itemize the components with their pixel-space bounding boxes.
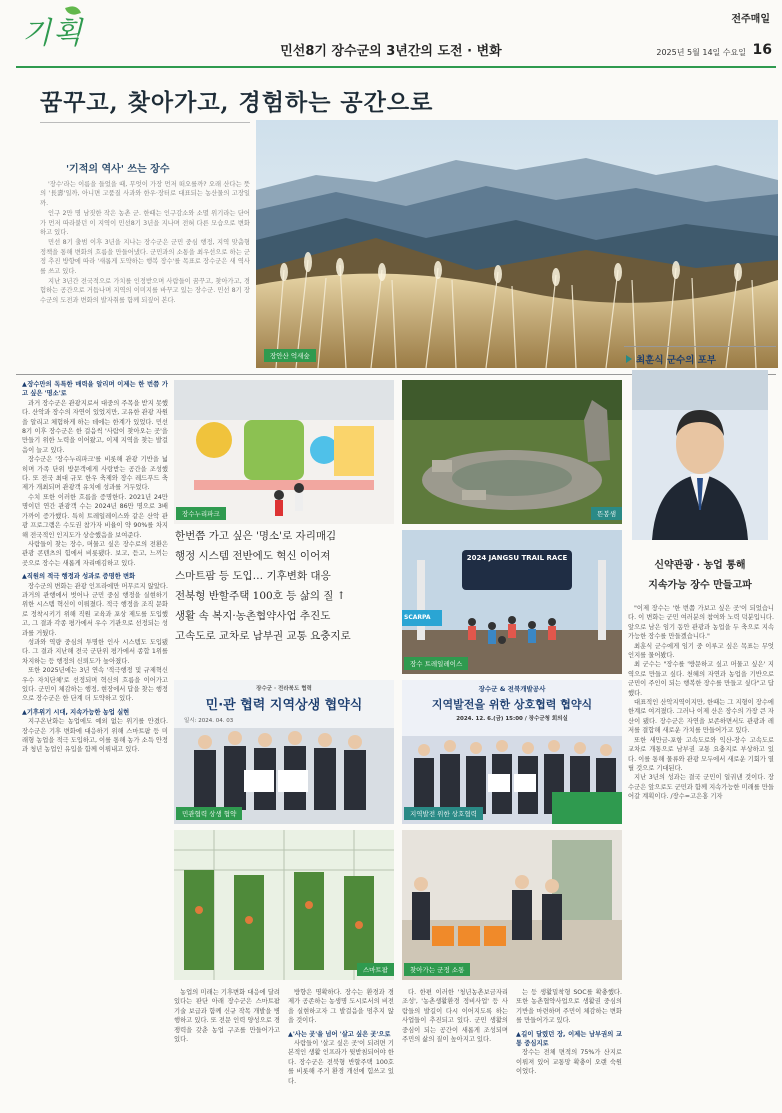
leaf-icon [65, 4, 81, 16]
headline-rule [40, 122, 250, 123]
stone-spring-illustration [402, 380, 622, 524]
article-paragraph: 방향은 명확하다. 장수는 환경과 경제가 공존하는 농생명 도시로서의 비전을 실현하고자 그 발걸음을 멈추지 않을 것이다. [288, 989, 394, 1025]
logo-jangsu: 장수군 [478, 685, 498, 693]
banner-logos: 장수군 & 전북개발공사 [478, 685, 546, 693]
article-paragraph: 또한 새만금-포항 고속도로와 익산-장수 고속도로 교차로 개통으로 남부권 교통 요충지로 부상하고 있다. 이를 통해 물류와 관광 모두에서 새로운 기회가 열릴 것으로 기대된다. [628, 736, 774, 772]
issue-date: 2025년 5월 14일 수요일 [656, 48, 746, 57]
photo-community-talk [402, 830, 622, 980]
meeting-illustration [402, 830, 622, 980]
article-paragraph: 다. 한편 이러한 '청년농촌보금자리 조성', '농촌생활환경 정비사업' 등 사람들의 발길이 다시 이어지도록 하는 사업들이 추진되고 있다. 군민 생활의 중심이 되는 공간이 새롭게 조성되며 주민의 삶의 질이 높아지고 있다. [402, 989, 508, 1044]
photo-kids-park [174, 380, 394, 524]
pull-quote-line: 생활 속 복지·농촌협약사업 추진도 [175, 610, 331, 622]
side-quote-line: 지속가능 장수 만들고파 [648, 580, 752, 591]
article-paragraph: 또한 2025년에는 3년 연속 '적극행정 및 규제혁신 우수 자치단체'로 선정되며 혁신의 흐름을 이어가고 있다. 군민이 체감하는 행정, 현장에서 답을 찾는 행정으로 장수군은 한 단계 더 도약하고 있다. [22, 667, 168, 703]
photo-caption: 지역발전 위한 상호협력 [404, 807, 483, 820]
bottom-column-3 [402, 988, 508, 1106]
article-column-right [628, 604, 774, 1104]
banner-title: 민·관 협력 지역상생 협약식 [205, 698, 363, 713]
intro-paragraph: 지난 3년간 전국적으로 가치를 인정받으며 사람들이 꿈꾸고, 찾아가고, 경험하는 공간으로 거듭나며 지역의 이미지를 바꾸고 있는 장수군. 민선 8기 장수군의 도전과 변화의 발자취를 함께 되짚어 본다. [40, 278, 250, 304]
photo-caption: 민관협력 상생 협약 [176, 807, 242, 820]
side-quote [632, 556, 768, 596]
article-paragraph: 장수군의 변화는 관광 인프라에만 머무르지 않았다. 과거의 관행에서 벗어나 군민 중심 행정을 실현하기 위한 시스템 혁신이 이뤄졌다. 적극 행정을 조직 문화로 정착시키기 위해 직원 교육과 포상 제도를 도입했고, 그 결과 각종 평가에서 우수 기관으로 선정되는 성과를 거뒀다. [22, 582, 168, 637]
section-label: 기획 [22, 16, 84, 51]
article-column-left [22, 380, 168, 1108]
article-paragraph: 사람들이 찾는 장수, 머물고 싶은 장수로의 전환은 관광 콘텐츠의 힘에서 비롯됐다. 보고, 듣고, 느끼는 곳으로 장수는 새롭게 자리매김하고 있다. [22, 540, 168, 567]
bottom-column-4 [516, 988, 622, 1106]
side-quote-line: 신약관광 · 농업 통해 [654, 560, 746, 571]
page-number: 16 [752, 42, 772, 58]
portrait-illustration [632, 370, 768, 540]
article-paragraph: 농업의 미래는 기후변화 대응에 달려있다는 판단 아래 장수군은 스마트팜 기술 보급과 함께 신규 작목 개발을 병행하고 있다. 또 전문 인력 양성으로 경쟁력을 갖춘 농업 구조를 만들어가고 있다. [174, 989, 280, 1044]
side-heading [626, 352, 716, 366]
mountain-landscape-illustration [256, 120, 778, 368]
article-paragraph: 사람들이 '살고 싶은 곳'이 되려면 기본적인 생활 인프라가 뒷받침되어야 한다. 장수군은 전북형 반할주택 100호를 비롯해 주거 환경 개선에 힘쓰고 있다. [288, 1040, 394, 1085]
intro-paragraph: 민선 8기 출범 이후 3년을 지나는 장수군은 군민 중심 행정, 지역 맞춤형 정책을 통해 변화의 흐름을 만들어냈다. 군민과의 소통을 최우선으로 하는 군정 추진 방향에 따라 '새롭게 도약하는 행복 장수'를 목표로 장수군은 새 역사를 쓰고 있다. [40, 239, 250, 275]
page-title: 민선8기 장수군의 3년간의 도전 · 변화 [280, 44, 502, 59]
pull-quote-line: 행정 시스템 전반에도 혁신 이어져 [175, 550, 331, 562]
pull-quote-box [175, 526, 397, 646]
article-paragraph: 장수는 전체 면적의 75%가 산지로 이뤄져 있어 교통망 확충이 오랜 숙원이었다. [516, 1049, 622, 1076]
header-rule [16, 66, 776, 68]
photo-caption: 장수 트레일레이스 [404, 657, 468, 670]
article-paragraph: 는 등 생활밀착형 SOC를 확충했다. 또한 농촌협약사업으로 생활권 중심의 기반을 마련하며 주민이 체감하는 변화를 만들어가고 있다. [516, 989, 622, 1025]
main-photo-silver-grass [256, 120, 778, 368]
photo-caption: 장안산 억새숲 [264, 349, 316, 362]
intro-paragraph: 인구 2만 명 남짓한 작은 농촌 군. 한때는 인구감소와 소멸 위기라는 단어가 먼저 따라붙던 이 지역이 민선8기 3년을 지나며 전혀 다른 모습으로 변화하고 있다. [40, 210, 250, 237]
section-heading: ▲장수만의 독특한 매력을 알리며 이제는 한 번쯤 가고 싶은 '명소'로 [22, 381, 168, 398]
article-paragraph: 최훈식 군수에게 임기 중 이루고 싶은 목표는 무엇인지를 물어봤다. [628, 642, 774, 660]
article-paragraph: 최 군수는 "장수를 '방문하고 싶고 머물고 싶은' 지역으로 만들고 싶다. 천혜의 자연과 농업을 기반으로 군민이 주인이 되는 행복한 장수를 만들고 싶다"고 답했다. [628, 661, 774, 697]
portrait-photo [632, 370, 768, 540]
pull-quote-line: 한번쯤 가고 싶은 '명소'로 자리매김 [175, 530, 337, 542]
side-heading-text: 최훈식 군수의 포부 [636, 355, 717, 366]
article-paragraph: 장수군은 '장수누리파크'를 비롯해 관광 기반을 넓히며 가족 단위 방문객에게 사랑받는 공간을 조성했다. 또 전국 최대 규모 한우 축제와 장수 레드푸드 축제가 개최되며 관광객 유치에 성과를 거두었다. [22, 456, 168, 492]
article-paragraph: "이제 장수는 '한 번쯤 가보고 싶은 곳'이 되었습니다. 이 변화는 군민 여러분의 참여와 노력 덕분입니다. 앞으로 남은 임기 동안 관광과 농업을 두 축으로 지속가능한 장수를 만들겠습니다." [628, 605, 774, 641]
main-headline: 꿈꾸고, 찾아가고, 경험하는 공간으로 [40, 89, 434, 116]
photo-smart-farm [174, 830, 394, 980]
photo-caption: 스마트팜 [357, 963, 394, 976]
side-rule [624, 346, 776, 347]
race-sponsor: SCARPA [404, 614, 431, 621]
banner-small: 장수군 · 전라북도 협력 [256, 686, 312, 692]
photo-caption: 찾아가는 군정 소통 [404, 963, 470, 976]
photo-stone-spring [402, 380, 622, 524]
article-paragraph: 수치 또한 이러한 흐름을 증명한다. 2021년 24만 명이던 연간 관광객 수는 2024년 86만 명으로 3배 가까이 증가했다. 특히 트레일레이스와 같은 산악 관광 프로그램은 수도권 참가자 비율이 약 90%를 차지해 전국적인 인지도가 상승했음을 보여준다. [22, 493, 168, 539]
photo-signing-ceremony-1 [174, 680, 394, 824]
indoor-playground-illustration [174, 380, 394, 524]
photo-signing-ceremony-2 [402, 680, 622, 824]
photo-caption: 장수누리파크 [176, 507, 226, 520]
photo-caption: 뜬봉샘 [591, 507, 622, 520]
pull-quote-line: 전북형 반할주택 100호 등 삶의 질 ↑ [175, 590, 346, 602]
triangle-icon [626, 355, 632, 363]
article-paragraph: 지구온난화는 농업에도 예외 없는 위기를 안겼다. 장수군은 기후 변화에 대응하기 위해 스마트팜 등 미래형 농업을 적극 도입하고, 이를 통해 농가 소득 안정과 청년 농업인 유입을 함께 이뤄내고 있다. [22, 718, 168, 754]
intro-text [40, 180, 250, 306]
article-paragraph: 성과와 역량 중심의 투명한 인사 시스템도 도입됐다. 그 결과 지난해 전국 군단위 평가에서 종합 1위를 차지하는 등 행정의 신뢰도가 높아졌다. [22, 638, 168, 665]
section-heading: ▲길이 달렸던 장, 이제는 남부권의 교통 중심지로 [516, 1030, 622, 1048]
pull-quote-line: 스마트팜 등 도입… 기후변화 대응 [175, 570, 331, 582]
logo-jeonbuk: 전북개발공사 [507, 685, 546, 693]
subheadline: '기적의 역사' 쓰는 장수 [66, 164, 170, 175]
section-heading: ▲직원의 적극 행정과 성과로 증명한 변화 [22, 573, 136, 581]
bottom-column-1 [174, 988, 280, 1106]
bottom-column-2 [288, 988, 394, 1106]
banner-title: 지역발전을 위한 상호협력 협약식 [431, 698, 593, 711]
banner-date: 2024. 12. 6.(금) 15:00 / 장수군청 회의실 [456, 716, 568, 722]
banner-date: 일시: 2024. 04. 03 [184, 718, 234, 724]
intro-paragraph: '장수'라는 이름을 들었을 때, 무엇이 가장 먼저 떠오를까? 오래 산다는 뜻의 '長壽'일까, 아니면 고품질 사과와 한우·장터로 대표되는 농산물의 고장일까. [40, 181, 250, 207]
greenhouse-illustration [174, 830, 394, 980]
section-heading: ▲기후위기 시대, 지속가능한 농업 실현 [22, 708, 130, 716]
trail-race-illustration [402, 530, 622, 674]
article-paragraph: 대표적인 산악지역이지만, 한때는 그 지형이 장수에 한계로 여겨졌다. 그러나 이제 산은 장수의 가장 큰 자산이 됐다. 장수군은 자연을 보존하면서도 관광과 레저를 결합해 새로운 가치를 만들어가고 있다. [628, 699, 774, 735]
article-paragraph: 지난 3년의 성과는 결국 군민이 일궈낸 것이다. 장수군은 앞으로도 군민과 함께 지속가능한 미래를 만들어갈 계획이다. /장수=고은홍 기자 [628, 774, 774, 801]
newspaper-name: 전주매일 [731, 14, 770, 25]
race-banner: 2024 JANGSU TRAIL RACE [466, 554, 568, 562]
section-heading: ▲'사는 곳'을 넘어 '살고 싶은 곳'으로 [288, 1030, 391, 1038]
article-paragraph: 과거 장수군은 관광지로서 대중의 주목을 받지 못했다. 산악과 장수의 자연이 있었지만, 고유한 관광 자원을 알리고 체험하게 하는 데에는 한계가 있었다. 민선8기 이후 장수군은 한 걸음씩 '사람이 찾아오는 곳'을 만들기 위한 노력을 이어왔고, 이제 지역을 찾는 발걸음이 늘고 있다. [22, 399, 168, 454]
photo-trail-race [402, 530, 622, 674]
pull-quote-line: 고속도로 교차로 남부권 교통 요충지로 [175, 630, 351, 642]
